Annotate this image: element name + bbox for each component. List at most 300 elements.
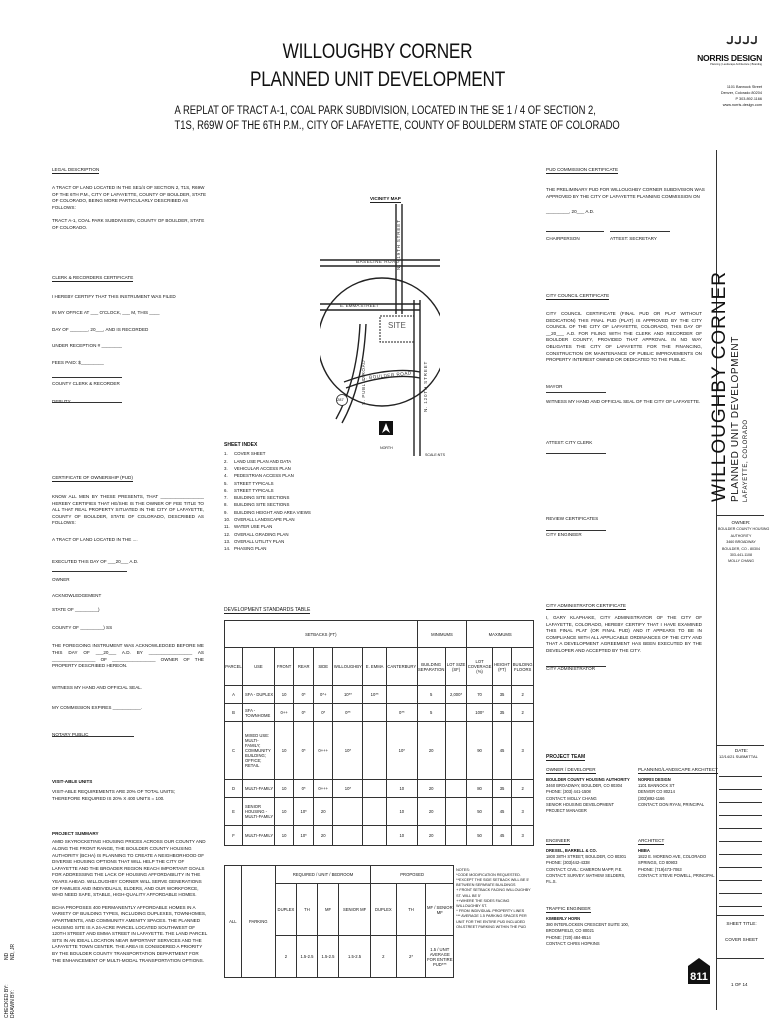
dev-table-cell: 45 bbox=[492, 722, 512, 780]
parking-col-header: MF / SENIOR MF bbox=[426, 884, 454, 936]
sheet-index-label: PEDESTRIAN ACCESS PLAN bbox=[234, 473, 294, 479]
road-label-120: N. 120TH STREET bbox=[423, 360, 428, 412]
dev-table-cell: 35 bbox=[492, 704, 512, 722]
title-line-2: PLANNED UNIT DEVELOPMENT bbox=[249, 68, 505, 91]
dev-table-title: DEVELOPMENT STANDARDS TABLE bbox=[224, 607, 311, 613]
dev-table-cell: 45 bbox=[492, 826, 512, 846]
badge-811 bbox=[686, 956, 712, 986]
dev-table-cell: 70 bbox=[467, 686, 492, 704]
parking-col-header: TH bbox=[396, 884, 426, 936]
city-administrator-certificate bbox=[546, 594, 702, 672]
dev-table-header-cell: E. EMMA bbox=[363, 648, 387, 686]
dev-table-row bbox=[225, 704, 534, 722]
notary-label: NOTARY PUBLIC bbox=[52, 731, 89, 737]
county-line: COUNTY OF _________) SS bbox=[52, 625, 113, 630]
dev-table-cell: 5 bbox=[417, 704, 445, 722]
dev-table-cell: SFA - TOWNHOME bbox=[242, 704, 274, 722]
signature-line bbox=[52, 402, 122, 403]
owner-line: BOULDER, CO - 80304 bbox=[722, 546, 760, 551]
dev-table-cell: 20 bbox=[313, 798, 333, 826]
sheet-index-number: 4. bbox=[224, 473, 228, 479]
dev-table-cell: 0++ bbox=[274, 704, 294, 722]
dev-table-cell bbox=[445, 826, 467, 846]
revision-line bbox=[719, 854, 762, 855]
parking-table bbox=[224, 865, 534, 978]
signature-line bbox=[610, 231, 670, 232]
sheet-index-item bbox=[224, 531, 334, 538]
dev-table-cell: 0* bbox=[294, 722, 314, 780]
legal-paragraph: TRACT A-1, COAL PARK SUBDIVISION, COUNTY OF BOULDER, STATE OF COLORADO. bbox=[52, 218, 205, 230]
side-title bbox=[710, 271, 750, 502]
dev-table-cell bbox=[445, 704, 467, 722]
clerk-heading: CLERK & RECORDERS CERTIFICATE bbox=[52, 275, 133, 282]
checked-by-label: CHECKED BY: bbox=[4, 984, 10, 1018]
dev-table-cell: 10 bbox=[274, 780, 294, 798]
owner-line: BOULDER COUNTY HOUSING bbox=[718, 527, 770, 532]
dev-table-header-cell: USE bbox=[242, 648, 274, 686]
dev-table-cell: 10 bbox=[274, 798, 294, 826]
sheet-index-item bbox=[224, 501, 334, 508]
dev-table-cell bbox=[333, 826, 363, 846]
clerk-signature-label: COUNTY CLERK & RECORDER bbox=[52, 381, 120, 387]
dev-table-cell: 80 bbox=[467, 780, 492, 798]
team-heading: PROJECT TEAM bbox=[546, 754, 586, 760]
subtitle-line-1: A REPLAT OF TRACT A-1, COAL PARK SUBDIVISION, LOCATED IN THE SE 1 / 4 OF SECTION 2, bbox=[174, 105, 596, 117]
parking-col-header: DUPLEX bbox=[275, 884, 296, 936]
revision-line bbox=[719, 828, 762, 829]
parking-col-header: MF bbox=[317, 884, 338, 936]
summary-paragraph: BCHA PROPOSES 400 PERMANENTLY AFFORDABLE HOMES IN A VARIETY OF BUILDING TYPES, INCLUDING DUPLEXES, TOWNHOMES, APARTMENTS, AND COMMUNITY AMENITY SPACES. THE PLANNED HOUSING SITE IS A 24-ACRE PARCEL LOCATED SOUTHWEST OF 120TH STREET AND EMMA STREET IN LAFAYETTE. THE LAND PARCEL SITS IN AN IDEAL LOCATION NEAR IMPORTANT SERVICES AND THE LAFAYETTE TOWN CENTER. THE AREA IS CONSIDERED A PRIORITY BY THE BOULDER COUNTY TRANSPORTATION DEPARTMENT FOR THE ENHANCEMENT OF MULTI-MODAL TRANSPORTATION OPTIONS. bbox=[52, 904, 208, 963]
council-witness-line: WITNESS MY HAND AND OFFICIAL SEAL OF THE CITY OF LAFAYETTE. bbox=[546, 399, 701, 405]
clerk-line: FEES PAID: $_________ bbox=[52, 359, 104, 365]
dev-table-header-cell: CANTERBURY bbox=[386, 648, 417, 686]
dev-table-cell: 0*+ bbox=[313, 686, 333, 704]
signature-line bbox=[546, 453, 606, 454]
sheet-number: 1 OF 14 bbox=[731, 982, 748, 987]
team-owner-heading: OWNER / DEVELOPER bbox=[546, 767, 596, 774]
project-summary bbox=[52, 831, 208, 964]
dev-table-row bbox=[225, 826, 534, 846]
dev-table-parcel-cell: B bbox=[225, 704, 243, 722]
dev-table-cell bbox=[363, 826, 387, 846]
parking-value-cell: 2 bbox=[371, 936, 396, 978]
dev-table-cell bbox=[363, 722, 387, 780]
subtitle-line-2: T1S, R69W OF THE 6TH P.M., CITY OF LAFAYETTE, COUNTY OF BOULDERM STATE OF COLORADO bbox=[174, 120, 620, 132]
dev-table-cell: 2,000* bbox=[445, 686, 467, 704]
firm-address-line: 1101 Bannock Street bbox=[726, 85, 762, 89]
road-label-emma: E. EMMA STREET bbox=[340, 303, 379, 308]
chairperson-label: CHAIRPERSON bbox=[546, 235, 580, 241]
dev-table-cell: 10* bbox=[294, 798, 314, 826]
dev-table-cell: 10* bbox=[333, 722, 363, 780]
owner-line: 3460 BROADWAY bbox=[726, 540, 756, 545]
executed-line: EXECUTED THIS DAY OF ___20___ A.D. bbox=[52, 559, 139, 565]
dev-table-header-cell: BUILDING FLOORS bbox=[512, 648, 534, 686]
sheet-index-item bbox=[224, 465, 334, 472]
dev-table-cell: 10 bbox=[386, 798, 417, 826]
pud-commission-heading: PUD COMMISSION CERTIFICATE bbox=[546, 167, 618, 174]
dev-table-cell: 0* bbox=[294, 780, 314, 798]
sheet-index-label: BUILDING HEIGHT AND AREA VIEWS bbox=[234, 509, 311, 515]
dev-table-cell: 3 bbox=[512, 826, 534, 846]
team-line: BOULDER COUNTY HOUSING AUTHORITY bbox=[546, 777, 630, 782]
clerk-line: I HEREBY CERTIFY THAT THIS INSTRUMENT WAS FILED bbox=[52, 294, 176, 299]
road-label-baseline: BASELINE ROAD bbox=[356, 259, 400, 264]
dev-table-cell: 3 bbox=[512, 798, 534, 826]
sheet-index-label: OVERALL LANDSCAPE PLAN bbox=[234, 517, 295, 523]
sheet-index-label: VEHICULAR ACCESS PLAN bbox=[234, 466, 291, 471]
clerk-line: UNDER RECEPTION # ________ bbox=[52, 343, 122, 349]
dev-table-parcel-cell: A bbox=[225, 686, 243, 704]
team-line: PHONE: (303) 441-1508 bbox=[546, 789, 591, 795]
dev-table-cell: 2 bbox=[512, 780, 534, 798]
dev-table-cell: 10* bbox=[386, 722, 417, 780]
signature-line bbox=[52, 377, 122, 378]
date-value: 12/14/21 SUBMITTAL bbox=[719, 754, 758, 760]
clerk-line: IN MY OFFICE AT ___ O'CLOCK, ___ M, THIS ____ bbox=[52, 310, 160, 316]
checked-values bbox=[4, 944, 17, 960]
north-arrow-icon bbox=[379, 421, 393, 435]
dev-table-cell: 10* bbox=[294, 826, 314, 846]
team-line: CONTACT: CIVIL: CAMERON MAPP, P.E. bbox=[546, 866, 623, 872]
administrator-heading: CITY ADMINISTRATOR CERTIFICATE bbox=[546, 603, 626, 610]
parking-col-header: DUPLEX bbox=[371, 884, 396, 936]
vicinity-map bbox=[320, 204, 440, 456]
dev-table-cell bbox=[333, 798, 363, 826]
vicinity-map-drawing bbox=[320, 204, 440, 456]
city-engineer-label: CITY ENGINEER bbox=[546, 532, 582, 538]
vicinity-title: VICINITY MAP bbox=[370, 196, 401, 203]
team-engineer-heading: ENGINEER bbox=[546, 838, 570, 845]
signature-line bbox=[52, 736, 134, 737]
parking-parcel-cell: ALL bbox=[225, 866, 242, 978]
dev-table-parcel-cell: F bbox=[225, 826, 243, 846]
sheet-index-label: OVERALL UTILITY PLAN bbox=[234, 538, 285, 544]
commission-line: MY COMMISSION EXPIRES ___________. bbox=[52, 705, 143, 711]
team-line: NORRIS DESIGN bbox=[638, 777, 671, 782]
parking-value-cell: 2* bbox=[396, 936, 426, 978]
team-line: HBBA bbox=[638, 848, 650, 853]
dev-table-cell: 0** bbox=[386, 704, 417, 722]
title-block bbox=[150, 38, 605, 94]
dev-table-header-cell: LOT SIZE (SF) bbox=[445, 648, 467, 686]
firm-tagline: Planning | Landscape Architecture | Branding bbox=[710, 63, 762, 66]
owner-line: MOLLY CHANG bbox=[728, 559, 754, 564]
side-title-line-1: WILLOUGHBY CORNER bbox=[709, 271, 730, 502]
legal-description bbox=[52, 158, 207, 232]
firm-website[interactable]: www.norris-design.com bbox=[722, 103, 762, 107]
team-line: SENIOR HOUSING DEVELOPMENT PROJECT MANAGER bbox=[546, 801, 614, 814]
administrator-label: CITY ADMINISTRATOR bbox=[546, 665, 596, 671]
parking-col-header: TH bbox=[296, 884, 317, 936]
dev-table-row bbox=[225, 780, 534, 798]
parking-header-row bbox=[225, 866, 535, 884]
team-line: CONTACT: DON RYAN, PRINCIPAL bbox=[638, 801, 705, 807]
strip-divider bbox=[716, 745, 764, 746]
road-label-public: S. PUBLIC ROAD bbox=[361, 359, 366, 405]
administrator-paragraph: I, GARY KLAPHAKE, CITY ADMINISTRATOR OF THE CITY OF LAFAYETTE, COLORADO, HEREBY CERTIFY THAT I HAVE EXAMINED THIS FINAL PLAT (OR FINAL PUD) AND IT APPEARS TO BE IN COMPLIANCE WITH ALL APPLICABLE ORDINANCES OF THE CITY AND THAT A DEVELOPMENT AGREEMENT HAS BEEN EXECUTED BY THE DEVELOPER AND ACCEPTED BY THE CITY. bbox=[546, 615, 702, 653]
sheet-index-item bbox=[224, 509, 334, 516]
dev-table-cell: 35 bbox=[492, 780, 512, 798]
sheet-index-label: STREET TYPICALS bbox=[234, 487, 274, 493]
scale-label: SCALE:NTS bbox=[425, 453, 445, 457]
team-planning-lines bbox=[638, 777, 716, 808]
dev-table-header-cell: BUILDING SEPARATION bbox=[417, 648, 445, 686]
dev-table-cell: 0* bbox=[313, 704, 333, 722]
sheet-index-number: 3. bbox=[224, 466, 228, 471]
sheet-index-number: 9. bbox=[224, 509, 228, 515]
team-line: CONTACT: STEVE POWELL, PRINCIPAL bbox=[638, 872, 715, 878]
sheet-index-label: PHASING PLAN bbox=[234, 546, 267, 552]
sheet-index-label: LAND USE PLAN AND DATA bbox=[234, 458, 292, 464]
strip-divider bbox=[716, 915, 764, 916]
dev-table-cell: MULTI-FAMILY bbox=[242, 826, 274, 846]
team-line: PHONE: (303)442-4338 bbox=[546, 860, 590, 866]
sheet-index-item bbox=[224, 480, 334, 487]
acknowledgement-paragraph: THE FOREGOING INSTRUMENT WAS ACKNOWLEDGED BEFORE ME THIS DAY OF ___20___ A.D. BY _________________ AS _________________ OF _________________ OWNER OF THE PROPERTY DESCRIBED HEREON. bbox=[52, 643, 204, 669]
dev-table-cell bbox=[363, 780, 387, 798]
sheet-index-number: 13. bbox=[224, 538, 231, 544]
dev-table-cell: 2 bbox=[512, 686, 534, 704]
site-label: SITE bbox=[388, 321, 406, 330]
dev-table-cell: 10 bbox=[386, 826, 417, 846]
witness-line: WITNESS MY HAND AND OFFICIAL SEAL. bbox=[52, 684, 143, 690]
clerk-line: DAY OF _______, 20___, AND IS RECORDED bbox=[52, 326, 149, 332]
team-owner bbox=[546, 758, 630, 814]
owner-block bbox=[718, 520, 770, 565]
team-line: PHONE: (719)473-7063 bbox=[638, 866, 682, 872]
checked-by bbox=[4, 984, 17, 1018]
team-architect-lines bbox=[638, 848, 716, 879]
parking-value-cell: 1.5-2.5 bbox=[339, 936, 371, 978]
dev-table-cell: 35 bbox=[492, 686, 512, 704]
revision-line bbox=[719, 906, 762, 907]
dev-table-cell: 100* bbox=[467, 704, 492, 722]
sheet-index-number: 6. bbox=[224, 487, 228, 493]
parking-value-cell: 1.5-2.5 bbox=[317, 936, 338, 978]
ownership-heading: CERTIFICATE OF OWNERSHIP (PUD) bbox=[52, 475, 133, 482]
sheet-title-value: COVER SHEET bbox=[725, 937, 758, 943]
acknowledgement-label: ACKNOWLEDGEMENT bbox=[52, 593, 102, 599]
dev-table-cell: 45 bbox=[492, 798, 512, 826]
sheet-index-item bbox=[224, 458, 334, 465]
dev-table-cell bbox=[386, 686, 417, 704]
signature-line bbox=[546, 392, 606, 393]
dev-table-cell: 10 bbox=[274, 826, 294, 846]
sheet-title-label: SHEET TITLE: bbox=[726, 921, 757, 926]
date-block bbox=[719, 748, 764, 761]
revision-line bbox=[719, 776, 762, 777]
revision-line bbox=[719, 789, 762, 790]
owner-line: 303-441-1108 bbox=[729, 553, 753, 558]
dev-table-header-cell: REAR bbox=[294, 648, 314, 686]
ownership-certificate bbox=[52, 466, 204, 738]
parking-value-cell: 1.5 / UNIT AVERAGE FOR ENTIRE PUD*** bbox=[426, 936, 454, 978]
road-label-boulder: S. BOULDER ROAD bbox=[361, 370, 412, 381]
firm-address bbox=[690, 84, 762, 108]
clerk-certificate bbox=[52, 266, 212, 406]
team-traffic bbox=[546, 897, 636, 947]
dev-table-row bbox=[225, 722, 534, 780]
sheet-index-number: 11. bbox=[224, 524, 230, 530]
visitable-paragraph: VISIT-ABLE REQUIREMENTS ARE 20% OF TOTAL UNITS; THEREFORE REQUIRED IS 20% X 400 UNITS = 100. bbox=[52, 789, 176, 801]
city-council-certificate bbox=[546, 284, 702, 446]
dev-table-cell bbox=[445, 780, 467, 798]
signature-line bbox=[52, 571, 127, 572]
development-standards-table bbox=[224, 620, 534, 846]
team-line: CONTACT: CHRIS HOPKINS bbox=[546, 940, 600, 946]
pud-commission-certificate bbox=[546, 158, 706, 243]
side-title-line-3: LAFAYETTE, COLORADO bbox=[743, 419, 749, 502]
dev-table-header-cell: PARCEL bbox=[225, 648, 243, 686]
firm-phone: P 303.892.1166 bbox=[735, 97, 762, 101]
dev-table-parcel-cell: E bbox=[225, 798, 243, 826]
team-planning bbox=[638, 758, 716, 808]
sheet-index-item bbox=[224, 450, 334, 457]
call-811-icon bbox=[686, 956, 712, 986]
owner-label: OWNER: bbox=[731, 520, 751, 525]
legal-heading: LEGAL DESCRIPTION bbox=[52, 167, 99, 174]
sheet-index-number: 14. bbox=[224, 546, 231, 552]
team-line: 1800 38TH STREET, BOULDER, CO 80301 bbox=[546, 854, 627, 860]
team-traffic-lines bbox=[546, 916, 636, 947]
team-line: (303)892-1166 bbox=[638, 795, 665, 801]
ownership-paragraph: A TRACT OF LAND LOCATED IN THE .... bbox=[52, 536, 138, 542]
setbacks-header: SETBACKS (FT) bbox=[225, 621, 418, 648]
drawn-by-value: ND, JR bbox=[10, 943, 17, 960]
dev-table-cell: 90 bbox=[467, 722, 492, 780]
parking-required-header: REQUIRED / UNIT / BEDROOM bbox=[275, 866, 370, 884]
parking-value-cell: 2 bbox=[275, 936, 296, 978]
deputy-label: DEPUTY bbox=[52, 399, 71, 405]
dev-table-cell: 20 bbox=[417, 722, 445, 780]
review-heading: REVIEW CERTIFICATES bbox=[546, 516, 599, 521]
council-heading: CITY COUNCIL CERTIFICATE bbox=[546, 293, 609, 300]
team-line: 3460 BROADWAY, BOULDER, CO 80304 bbox=[546, 783, 623, 789]
owner-signature-label: OWNER bbox=[52, 576, 70, 582]
sheet-index-heading: SHEET INDEX bbox=[224, 442, 258, 448]
dev-table-cell: 20 bbox=[417, 798, 445, 826]
logo-mark-icon bbox=[696, 34, 762, 48]
sheet-title-block bbox=[719, 921, 764, 944]
revision-line bbox=[719, 841, 762, 842]
sheet-index-item bbox=[224, 523, 334, 530]
dev-table-cell: 10 bbox=[274, 722, 294, 780]
team-line: PHONE: (720) 484-8514 bbox=[546, 934, 591, 940]
visitable-units bbox=[52, 779, 204, 803]
dev-table-cell: 0+++ bbox=[313, 780, 333, 798]
dev-table-cell: 10** bbox=[363, 686, 387, 704]
signature-line bbox=[546, 231, 604, 232]
sheet-index-number: 1. bbox=[224, 451, 228, 457]
attest-secretary-label: ATTEST: SECRETARY bbox=[610, 235, 657, 241]
sheet-index bbox=[224, 442, 334, 553]
drawn-by-label: DRAWN BY: bbox=[10, 990, 17, 1018]
dev-table-cell: 0* bbox=[294, 704, 314, 722]
state-line: STATE OF _________) bbox=[52, 606, 100, 612]
team-line: 380 INTERLOCKEN CRESCENT SUITE 100, BROOMFIELD, CO 80021 bbox=[546, 922, 629, 934]
parking-value-cell: 1.5-2.5 bbox=[296, 936, 317, 978]
team-line: DENVER CO 80214 bbox=[638, 789, 675, 795]
sheet-index-item bbox=[224, 545, 334, 552]
strip-divider bbox=[716, 515, 764, 516]
dev-table-cell bbox=[445, 722, 467, 780]
revision-line bbox=[719, 802, 762, 803]
maximums-header: MAXIMUMS bbox=[467, 621, 534, 648]
dev-table-cell: 0** bbox=[333, 704, 363, 722]
team-architect bbox=[638, 829, 716, 879]
revision-line bbox=[719, 880, 762, 881]
sheet-index-number: 5. bbox=[224, 480, 228, 486]
dev-table-cell: 3 bbox=[512, 722, 534, 780]
sheet-index-number: 12. bbox=[224, 531, 231, 537]
ownership-paragraph: KNOW ALL MEN BY THESE PRESENTS, THAT _________________ HEREBY CERTIFIES THAT HE/SHE IS THE OWNER OF FEE TITLE TO ALL THAT REAL PROPERTY SITUATED IN THE CITY OF LAFAYETTE, COUNTY OF BOULDER, STATE OF COLORADO, DESCRIBED AS FOLLOWS: bbox=[52, 494, 204, 526]
sheet-index-item bbox=[224, 494, 334, 501]
team-line: DREXEL, BARRELL & CO. bbox=[546, 848, 597, 853]
parking-use-cell: PARKING bbox=[241, 866, 275, 978]
sheet-index-item bbox=[224, 516, 334, 523]
pud-commission-paragraph: THE PRELIMINARY PUD FOR WILLOUGHBY CORNER SUBDIVISION WAS APPROVED BY THE CITY OF LAFAYETTE PLANNING COMMISSION ON bbox=[546, 187, 705, 199]
firm-logo bbox=[696, 34, 762, 66]
dev-table-cell: 2 bbox=[512, 704, 534, 722]
revision-line bbox=[719, 867, 762, 868]
firm-name: NORRIS DESIGN bbox=[697, 53, 762, 63]
dev-table-cell: MULTI-FAMILY bbox=[242, 780, 274, 798]
side-title-line-2: PLANNED UNIT DEVELOPMENT bbox=[730, 336, 741, 502]
sheet-index-label: STREET TYPICALS bbox=[234, 480, 274, 486]
dev-table-header-cell: SIDE bbox=[313, 648, 333, 686]
sheet-index-label: BUILDING SITE SECTIONS bbox=[234, 502, 290, 508]
north-label: NORTH bbox=[380, 446, 393, 450]
team-line: 1101 BANNOCK ST bbox=[638, 783, 675, 789]
checked-by-value: ND bbox=[4, 952, 10, 960]
sheet-index-item bbox=[224, 538, 334, 545]
dev-table-header-cell: LOT COVERAGE (%) bbox=[467, 648, 492, 686]
badge-811-text: 811 bbox=[690, 971, 708, 983]
dev-table-header-cell: WILLOUGHBY bbox=[333, 648, 363, 686]
sheet-index-number: 8. bbox=[224, 502, 228, 508]
dev-table-cell: SFA - DUPLEX bbox=[242, 686, 274, 704]
team-owner-lines bbox=[546, 777, 630, 814]
dev-table-cell: 20 bbox=[313, 826, 333, 846]
summary-paragraph: AMID SKYROCKETING HOUSING PRICES ACROSS OUR COUNTY AND ALONG THE FRONT RANGE, THE BOULDER COUNTY HOUSING AUTHORITY (BCHA) IS PLANNING TO CREATE A NEIGHBORHOOD OF DIVERSE HOUSING OPTIONS THAT WILL HELP THE CITY OF LAFAYETTE AND THE BROADER REGION REACH IMPORTANT GOALS FOR ADDRESSING THE LACK OF HOUSING AFFORDABILITY IN THE YEARS AHEAD. WILLOUGHBY CORNER WILL SERVE GENERATIONS OF FAMILIES AND INDIVIDUALS, ELDERS, AND OUR WORKFORCE, WHO NEED SAFE, STABLE, HIGH-QUALITY AFFORDABLE HOMES. bbox=[52, 839, 206, 898]
dev-table-cell: 20 bbox=[417, 826, 445, 846]
mayor-label: MAYOR bbox=[546, 383, 563, 389]
dev-table-cell: 10* bbox=[333, 780, 363, 798]
team-line: CONTACT: MOLLY CHANG bbox=[546, 795, 597, 801]
parking-notes: NOTES: *CODE MODIFICATION REQUESTED. **EXCEPT THE SIDE SETBACK WILL BE 5' BETWEEN SEPARATE BUILDINGS + FRONT SETBACK FACING WILLOUGHBY ST. WILL BE 5' ++WHERE THE SIDES FACING WILLOUGHBY ST. ^ FROM INDIVIDUAL PROPERTY LINES *** AVERAGE 1.5 PARKING SPACES PER UNIT FOR THE ENTIRE PUD INCLUDED ON-STREET PARKING WITHIN THE PUD bbox=[456, 867, 531, 929]
title-line-1: WILLOUGHBY CORNER bbox=[282, 40, 473, 63]
review-certificates bbox=[546, 516, 702, 539]
dev-table-cell: 10 bbox=[386, 780, 417, 798]
team-line: CONTACT: SURVEY: MATHEW SELDERS, P.L.S. bbox=[546, 872, 626, 885]
firm-address-line: Denver, Colorado 80204 bbox=[720, 91, 762, 95]
sheet-index-label: WATER USE PLAN bbox=[234, 524, 273, 530]
summary-heading: PROJECT SUMMARY bbox=[52, 831, 99, 836]
dev-table-parcel-cell: D bbox=[225, 780, 243, 798]
team-line: 1822 E. MORENO AVE, COLORADO SPRINGS, CO 80903 bbox=[638, 854, 707, 866]
dev-table-cell: 20 bbox=[417, 780, 445, 798]
team-line: KIMBERLY HORN bbox=[546, 916, 581, 921]
sheet-index-list bbox=[224, 450, 334, 552]
dev-table-cell: 50 bbox=[467, 826, 492, 846]
minimums-header: MINIMUMS bbox=[417, 621, 467, 648]
team-architect-heading: ARCHITECT bbox=[638, 838, 664, 845]
dev-table-cell: 5 bbox=[417, 686, 445, 704]
dev-table-cell bbox=[363, 704, 387, 722]
council-paragraph: CITY COUNCIL CERTIFICATE (FINAL PUD OR PLAT WITHOUT DEDICATION) THIS FINAL PUD (PLAT) IS APPROVED BY THE CITY COUNCIL OF THE CITY OF LAFAYETTE, COLORADO, THIS DAY OF __20___ A.D. FOR FILING WITH THE CLERK AND RECORDER OF BOULDER COUNTY, PROVIDED THAT APPROVAL IN NO WAY OBLIGATES THE CITY OF LAFAYETTE FOR THE FINANCING, CONSTRUCTION OR MAINTENANCE OF PUBLIC IMPROVEMENTS ON PROPERTY INTEREST OWNED OR DEDICATED TO THE PUBLIC. bbox=[546, 311, 702, 363]
revision-line bbox=[719, 893, 762, 894]
